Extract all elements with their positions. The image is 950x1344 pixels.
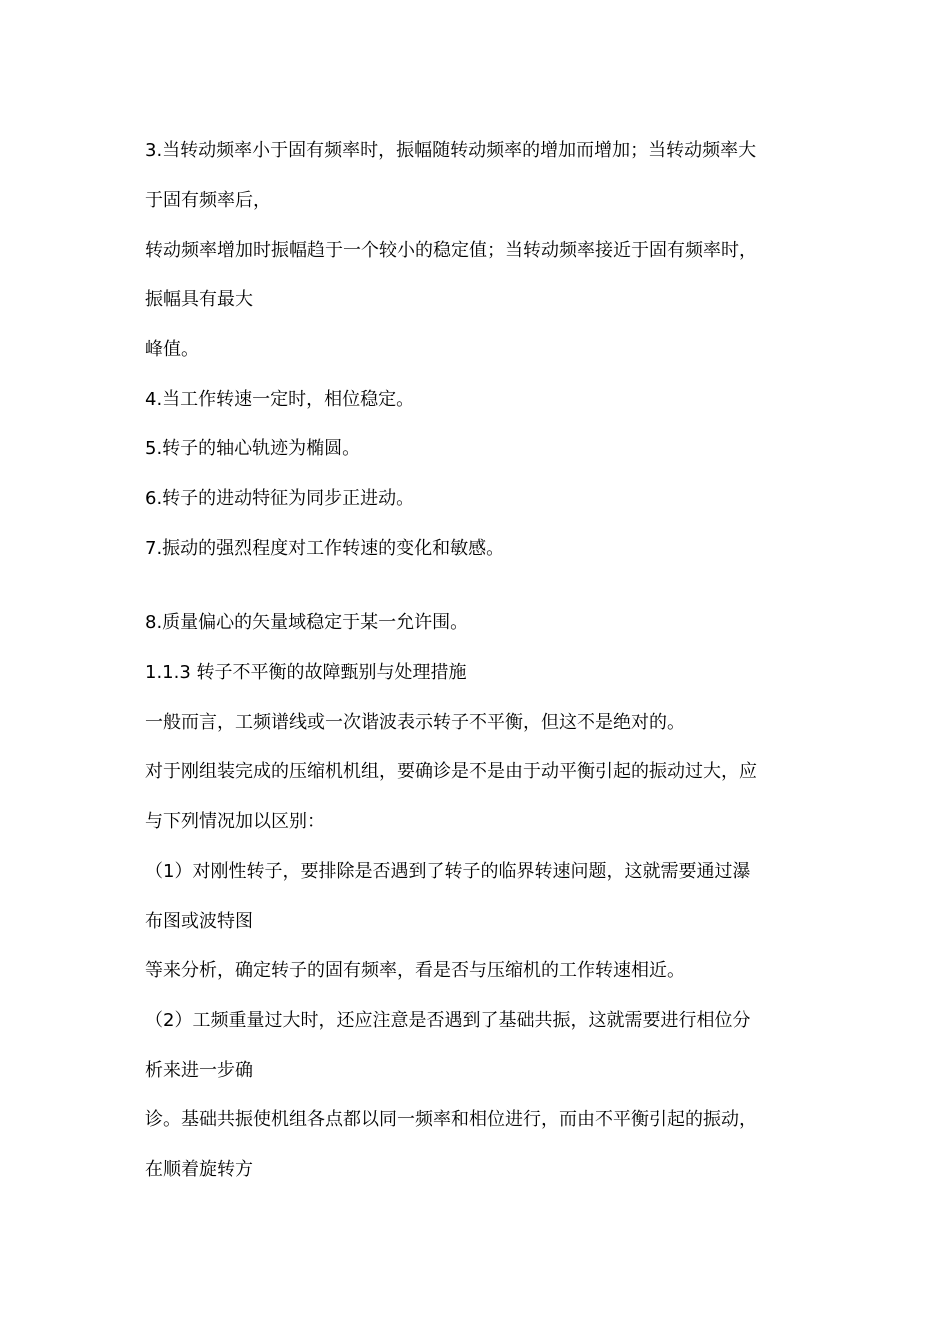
text-line: 8.质量偏心的矢量域稳定于某一允许围。 <box>145 612 469 633</box>
text-line: 对于刚组装完成的压缩机机组，要确诊是不是由于动平衡引起的振动过大，应 <box>145 761 757 782</box>
text-line: 于固有频率后， <box>145 190 271 211</box>
text-line: 与下列情况加以区别： <box>145 811 325 832</box>
text-line: 3.当转动频率小于固有频率时，振幅随转动频率的增加而增加；当转动频率大 <box>145 140 757 161</box>
text-line: 一般而言，工频谱线或一次谐波表示转子不平衡，但这不是绝对的。 <box>145 712 685 733</box>
text-line: 转动频率增加时振幅趋于一个较小的稳定值；当转动频率接近于固有频率时， <box>145 240 757 261</box>
text-line: 振幅具有最大 <box>145 289 253 310</box>
text-line: 在顺着旋转方 <box>145 1159 253 1180</box>
text-line: 7.振动的强烈程度对工作转速的变化和敏感。 <box>145 538 505 559</box>
text-line: （2）工频重量过大时，还应注意是否遇到了基础共振，这就需要进行相位分 <box>145 1010 751 1031</box>
text-line: 5.转子的轴心轨迹为椭圆。 <box>145 438 361 459</box>
text-line: 4.当工作转速一定时，相位稳定。 <box>145 389 415 410</box>
text-line: 6.转子的进动特征为同步正进动。 <box>145 488 415 509</box>
text-line: 峰值。 <box>145 339 199 360</box>
section-heading: 1.1.3 转子不平衡的故障甄别与处理措施 <box>145 662 467 683</box>
text-line: 等来分析，确定转子的固有频率，看是否与压缩机的工作转速相近。 <box>145 960 685 981</box>
text-line: 布图或波特图 <box>145 911 253 932</box>
text-line: 诊。基础共振使机组各点都以同一频率和相位进行，而由不平衡引起的振动， <box>145 1109 757 1130</box>
text-line: 析来进一步确 <box>145 1060 253 1081</box>
text-line: （1）对刚性转子，要排除是否遇到了转子的临界转速问题，这就需要通过瀑 <box>145 861 751 882</box>
